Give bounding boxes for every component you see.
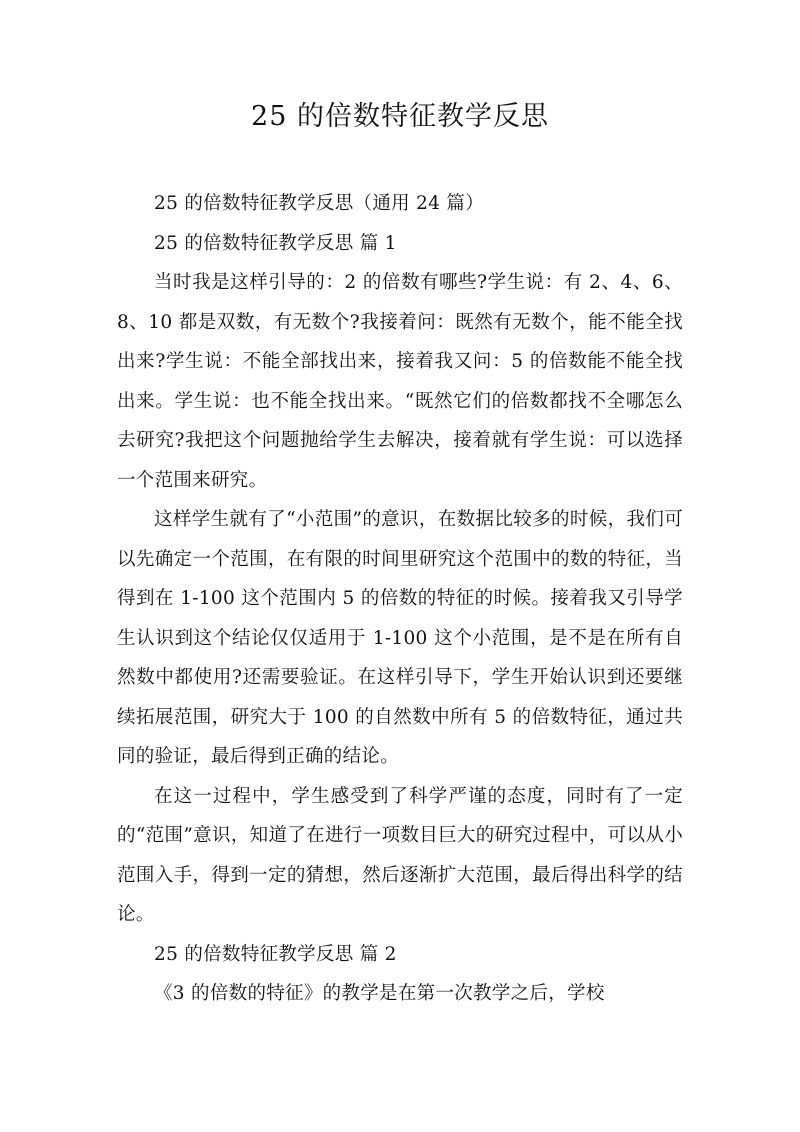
document-title: 25 的倍数特征教学反思 bbox=[251, 101, 549, 132]
document-body bbox=[117, 184, 683, 1014]
paragraph: 这样学生就有了“小范围”的意识，在数据比较多的时候，我们可以先确定一个范围，在有限的时间里研究这个范围中的数的特征，当得到在 1-100 这个范围内 5 的倍数的特征的时候。接着我又引导学生认识到这个结论仅仅适用于 1-100 这个小范围，是不是在所有自然数中都使用?还需要验证。在这样引导下，学生开始认识到还要继续拓展范围，研究大于 100 的自然数中所有 5 的倍数特征，通过共同的验证，最后得到正确的结论。 bbox=[117, 509, 683, 767]
section-heading-1: 25 的倍数特征教学反思 篇 1 bbox=[154, 232, 397, 254]
paragraph: 在这一过程中，学生感受到了科学严谨的态度，同时有了一定的“范围”意识，知道了在进行一项数目巨大的研究过程中，可以从小范围入手，得到一定的猜想，然后逐渐扩大范围，最后得出科学的结论。 bbox=[117, 785, 683, 925]
section-heading-2: 25 的倍数特征教学反思 篇 2 bbox=[154, 943, 397, 965]
paragraph: 当时我是这样引导的：2 的倍数有哪些?学生说：有 2、4、6、8、10 都是双数，有无数个?我接着问：既然有无数个，能不能全找出来?学生说：不能全部找出来，接着我又问：5 的倍数能不能全找出来。学生说：也不能全找出来。“既然它们的倍数都找不全哪怎么去研究?我把这个问题抛给学生去解决，接着就有学生说：可以选择一个范围来研究。 bbox=[117, 272, 683, 491]
paragraph: 《3 的倍数的特征》的教学是在第一次教学之后，学校 bbox=[154, 983, 605, 1004]
document-subtitle: 25 的倍数特征教学反思（通用 24 篇） bbox=[154, 193, 485, 214]
